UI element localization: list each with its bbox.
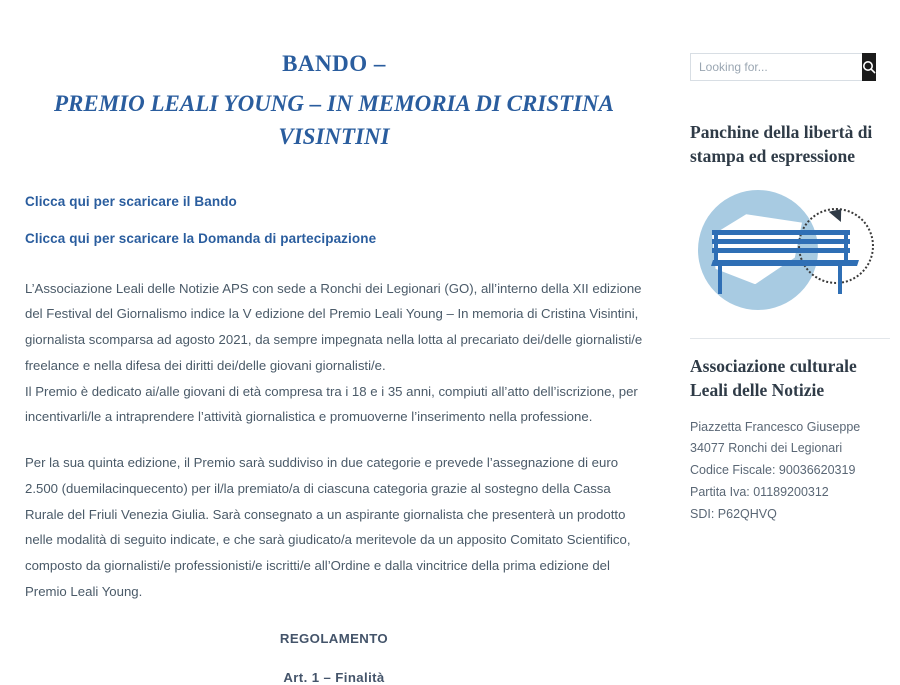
page-title-line-2: PREMIO LEALI YOUNG – IN MEMORIA DI CRISTINA VISINTINI <box>53 91 614 150</box>
download-bando-link[interactable]: Clicca qui per scaricare il Bando <box>25 193 237 209</box>
section-heading-regolamento: REGOLAMENTO <box>279 630 389 646</box>
bench-slat-1 <box>712 230 850 235</box>
bench-leg-right <box>838 264 842 294</box>
address-line-3: Codice Fiscale: 90036620319 <box>690 463 856 478</box>
bench-slat-2 <box>712 239 850 244</box>
search-icon <box>862 60 876 74</box>
sidebar-divider <box>690 338 890 339</box>
page-title <box>20 48 648 154</box>
organization-title: Associazione culturale Leali delle Notizie <box>690 356 857 400</box>
bench-illustration <box>690 186 868 316</box>
bench-leg-left <box>718 264 722 294</box>
organization-address <box>690 417 890 526</box>
search-button[interactable] <box>862 53 876 81</box>
address-line-4: Partita Iva: 01189200312 <box>690 485 829 500</box>
paragraph-3: Per la sua quinta edizione, il Premio sarà suddiviso in due categorie e prevede l’assegnazione di euro 2.500 (duemilacinquecento) per il/la premiato/a di ciascuna categoria grazie al sostegno della Cassa Rurale del Friuli Venezia Giulia. Sarà consegnato a un aspirante giornalista che presenterà un prodotto nelle modalità di seguito indicate, e che sarà giudicato/a meritevole da un apposito Comitato Scientifico, composto da giornalisti/e professionisti/e iscritti/e all’Ordine e dalla vincitrice della prima edizione del Premio Leali Young. <box>25 455 631 599</box>
download-links <box>25 194 668 246</box>
address-line-1: Piazzetta Francesco Giuseppe <box>690 419 861 434</box>
paragraph-1: L’Associazione Leali delle Notizie APS con sede a Ronchi dei Legionari (GO), all’interno della XII edizione del Festival del Giornalismo indice la V edizione del Premio Leali Young – In memoria di Cristina Visintini, giornalista scomparsa ad agosto 2021, da sempre impegnata nella lotta al precariato dei/delle giornalisti/e freelance e nella difesa dei diritti dei/delle giovani giornalisti/e. <box>25 280 643 373</box>
address-line-5: SDI: P62QHVQ <box>690 507 777 521</box>
search-form <box>690 53 868 81</box>
article-heading-art1: Art. 1 – Finalità <box>283 669 385 685</box>
download-domanda-link[interactable]: Clicca qui per scaricare la Domanda di partecipazione <box>25 230 377 246</box>
page-title-line-1: BANDO – <box>282 51 386 76</box>
address-line-2: 34077 Ronchi dei Legionari <box>690 441 843 456</box>
sidebar <box>690 0 900 562</box>
search-input[interactable] <box>690 53 862 81</box>
paragraph-2: Il Premio è dedicato ai/alle giovani di età compresa tra i 18 e i 35 anni, compiuti all’atto dell’iscrizione, per incentivarli/le a intraprendere l’attività giornalistica e promuoverne l’inserimento nella professione. <box>25 383 638 425</box>
bench-slat-3 <box>712 248 850 253</box>
bench-seat <box>711 260 859 266</box>
bench-icon <box>712 230 850 300</box>
widget-title-panchine: Panchine della libertà di stampa ed espressione <box>690 122 873 166</box>
body-text <box>25 276 643 605</box>
